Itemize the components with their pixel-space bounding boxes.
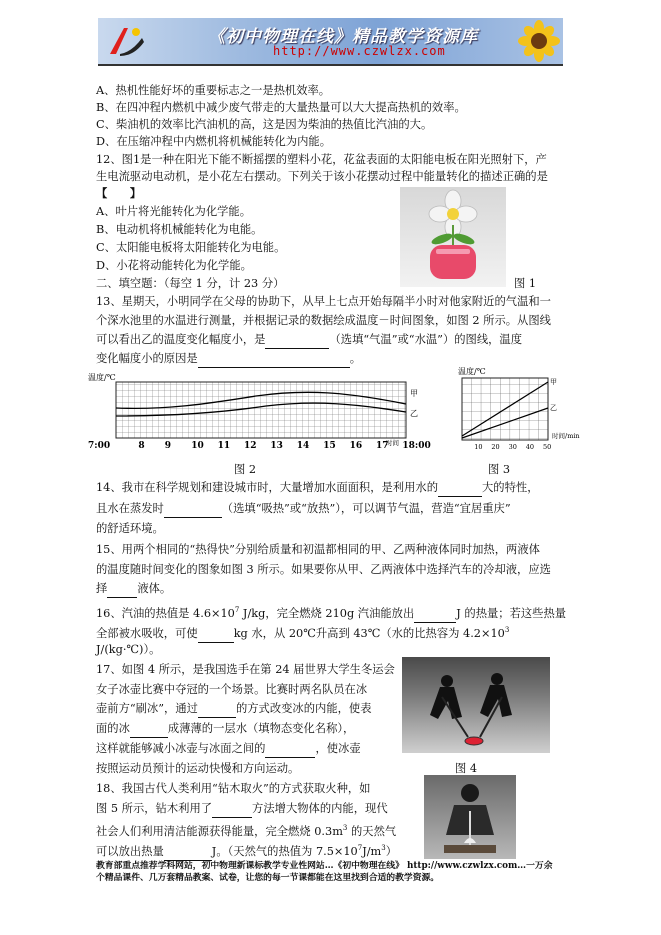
fig2-xlabel: 时间 (386, 439, 399, 447)
fig3-tick-labels (474, 443, 551, 451)
q16-line3: J/(kg·℃)）。 (96, 643, 161, 656)
figure5-fire-drill-photo (424, 775, 516, 859)
q16-sup-1: 7 (234, 606, 240, 614)
q17-blank-2[interactable] (130, 720, 168, 738)
q17-blank-1[interactable] (198, 700, 236, 718)
q15-blank[interactable] (107, 580, 137, 598)
q18-blank-1[interactable] (212, 800, 252, 818)
banner-url[interactable]: http://www.czwlzx.com (273, 44, 446, 58)
q12-bracket: 【 】 (96, 186, 142, 200)
fig2-tick-7: 14 (296, 441, 310, 451)
fig3-tick-1: 20 (491, 443, 500, 451)
q17-line2: 女子冰壶比赛中夺冠的一个场景。比赛时两名队员在冰 (96, 683, 368, 696)
q11-option-b: B、在四冲程内燃机中减少废气带走的大量热量可以大大提高热机的效率。 (96, 101, 466, 114)
figure2-caption: 图 2 (234, 463, 257, 476)
q15-line2: 的温度随时间变化的图象如图 3 所示。如果要你从甲、乙两液体中选择汽车的冷却液，应选 (96, 563, 551, 576)
fig2-tick-8: 15 (323, 441, 336, 451)
fig2-tick-11: 18:00 (402, 441, 431, 451)
banner-title: 《初中物理在线》精品教学资源库 (208, 27, 478, 47)
q18-text-d: 的天然气 (347, 824, 397, 838)
q12-line1: 12、图1是一种在阳光下能不断摇摆的塑料小花，花盆表面的太阳能电板在阳光照射下，产 (96, 153, 547, 166)
logo-icon (106, 24, 146, 58)
fig3-tick-2: 30 (508, 443, 517, 451)
q13-blank-2[interactable] (198, 350, 350, 368)
q13-line4 (96, 350, 361, 368)
fig3-label-yi: 乙 (550, 404, 557, 412)
q18-text-f: J。（天然气的热值为 7.5×10 (211, 844, 358, 858)
q12-option-c: C、太阳能电板将太阳能转化为电能。 (96, 241, 286, 254)
q14-line3: 的舒适环境。 (96, 522, 164, 535)
q15-line3 (96, 580, 171, 598)
footer-line1: 教育部重点推荐学科网站，初中物理新课标教学专业性网站…《初中物理在线》 http://www.czwlzx.com…一万余 (96, 861, 553, 871)
fig2-ylabel: 温度/℃ (88, 373, 116, 382)
page-footer (96, 860, 566, 884)
q13-line1: 13、星期天，小明同学在父母的协助下，从早上七点开始每隔半小时对他家附近的气温和一 (96, 295, 551, 308)
q16-sup-2: 3 (504, 626, 510, 634)
q16-text-e: kg 水，从 20℃升高到 43℃（水的比热容为 4.2×10 (233, 626, 505, 640)
q11-option-c: C、柴油机的效率比汽油机的高，这是因为柴油的热值比汽油的大。 (96, 118, 433, 131)
q14-line1 (96, 479, 539, 497)
q18-sup-3: 3 (381, 844, 386, 852)
fig2-tick-1: 8 (138, 441, 145, 451)
q14-text-d: （选填“吸热”或“放热”），可以调节气温，营造“宜居重庆” (221, 502, 511, 515)
curling-players-icon (402, 657, 550, 753)
q17-text-c: 面的冰 (96, 722, 130, 735)
fig2-tick-3: 10 (191, 441, 204, 451)
footer-line2: 个精品课件、几万套精品教案、试卷，让您的每一节课都能在这里找到合适的教学资源。 (96, 873, 440, 883)
q14-blank-2[interactable] (164, 500, 222, 518)
fig3-ylabel: 温度/℃ (458, 367, 486, 376)
q18-text-h: ） (385, 844, 398, 858)
q12-option-b: B、电动机将机械能转化为电能。 (96, 223, 263, 236)
q13-line3 (96, 331, 522, 349)
fig2-label-yi: 乙 (410, 409, 418, 418)
q18-blank-2[interactable] (164, 843, 212, 861)
q13-blank-1[interactable] (265, 331, 329, 349)
flower-pot-icon (400, 187, 506, 287)
q13-text-b: （选填“气温”或“水温”）的图线，温度 (329, 333, 523, 346)
fig2-label-jia: 甲 (410, 389, 418, 398)
fig3-tick-3: 40 (525, 443, 535, 451)
q16-blank-2[interactable] (198, 625, 234, 643)
q18-line3 (96, 820, 396, 840)
q13-line2: 个深水池里的水温进行测量，并根据记录的数据绘成温度－时间图象，如图 2 所示。从图线 (96, 314, 551, 327)
q14-blank-1[interactable] (438, 479, 482, 497)
q18-text-e: 可以放出热量 (96, 844, 164, 858)
q17-line1: 17、如图 4 所示，是我国选手在第 24 届世界大学生冬运会 (96, 663, 395, 676)
q13-text-d: 。 (349, 352, 361, 365)
header-banner (98, 18, 563, 66)
q18-text-a: 图 5 所示，钻木利用了 (96, 802, 213, 815)
q18-sup-2: 7 (357, 844, 363, 852)
fig2-tick-6: 13 (270, 441, 283, 451)
q17-text-d: 成薄薄的一层水（填物态变化名称）， (167, 722, 355, 735)
section2-heading: 二、填空题：（每空 1 分，计 23 分） (96, 277, 285, 290)
q12-option-d: D、小花将动能转化为化学能。 (96, 259, 252, 272)
q18-line4 (96, 840, 397, 861)
sunflower-icon (509, 20, 559, 62)
q16-text-b: J/kg，完全燃烧 210g 汽油能放出 (239, 606, 415, 620)
q15-line1: 15、用两个相同的“热得快”分别给质量和初温都相同的甲、乙两种液体同时加热，两液体 (96, 543, 540, 556)
fig2-tick-10: 17 (376, 441, 389, 451)
q18-line2 (96, 800, 388, 818)
q17-line5 (96, 740, 361, 758)
fig2-tick-2: 9 (164, 441, 172, 451)
q18-text-g: J/m (362, 844, 382, 858)
q16-text-a: 16、汽油的热值是 4.6×10 (96, 606, 235, 620)
q16-line1 (96, 602, 566, 623)
fig2-tick-9: 16 (349, 441, 363, 451)
q13-text-c: 变化幅度小的原因是 (96, 352, 198, 365)
q14-text-b: 大的特性， (482, 481, 539, 494)
q18-text-b: 方法增大物体的内能，现代 (252, 802, 388, 815)
q12-option-a: A、叶片将光能转化为化学能。 (96, 205, 252, 218)
q17-text-b: 的方式改变冰的内能，使表 (235, 702, 372, 715)
q16-text-c: J 的热量；若这些热量 (456, 606, 567, 620)
fig2-grid (116, 382, 406, 438)
q17-text-a: 壶前方“刷冰”，通过 (96, 702, 198, 715)
q17-blank-3[interactable] (265, 740, 315, 758)
fig2-tick-labels (88, 441, 431, 451)
q17-line6: 按照运动员预计的运动快慢和方向运动。 (96, 762, 300, 775)
q15-text-a: 择 (96, 582, 108, 595)
figure3-heating-graph (452, 366, 602, 458)
q16-text-d: 全部被水吸收，可使 (96, 626, 198, 640)
figure4-curling-photo (402, 657, 550, 753)
fig2-tick-4: 11 (217, 441, 231, 451)
q11-option-a: A、热机性能好坏的重要标志之一是热机效率。 (96, 84, 331, 97)
q17-text-f: ，使冰壶 (315, 742, 361, 755)
q15-text-b: 液体。 (137, 582, 172, 595)
q16-blank-1[interactable] (414, 605, 456, 623)
q13-text-a: 可以看出乙的温度变化幅度小，是 (96, 333, 266, 346)
q14-text-c: 且水在蒸发时 (96, 502, 164, 515)
figure2-temperature-graph (86, 372, 431, 452)
q11-option-d: D、在压缩冲程中内燃机将机械能转化为内能。 (96, 135, 331, 148)
q18-line1: 18、我国古代人类利用“钻木取火”的方式获取火种，如 (96, 782, 371, 795)
fig3-tick-4: 50 (543, 443, 552, 451)
figure3-caption: 图 3 (488, 463, 511, 476)
q18-text-c: 社会人们利用清洁能源获得能量，完全燃烧 0.3m (96, 824, 343, 838)
q16-line2 (96, 622, 509, 643)
figure1-caption: 图 1 (514, 277, 537, 290)
q12-line2: 生电流驱动电动机，是小花左右摆动。下列关于该小花摆动过程中能量转化的描述正确的是 (96, 170, 548, 183)
q17-line4 (96, 720, 354, 738)
fig3-tick-0: 10 (474, 443, 483, 451)
figure1-flower-photo (400, 187, 506, 287)
fig3-label-jia: 甲 (550, 378, 557, 386)
fig3-xlabel: 时间/min (552, 432, 580, 440)
q14-line2 (96, 500, 511, 518)
q17-text-e: 这样就能够减小冰壶与冰面之间的 (96, 742, 266, 755)
fig2-tick-0: 7:00 (88, 441, 111, 451)
q18-sup-1: 3 (342, 824, 348, 832)
figure4-caption: 图 4 (455, 762, 478, 775)
q17-line3 (96, 700, 372, 718)
fig2-tick-5: 12 (244, 441, 257, 451)
fire-drill-icon (424, 775, 516, 859)
q14-text-a: 14、我市在科学规划和建设城市时，大量增加水面面积，是利用水的 (96, 481, 438, 494)
